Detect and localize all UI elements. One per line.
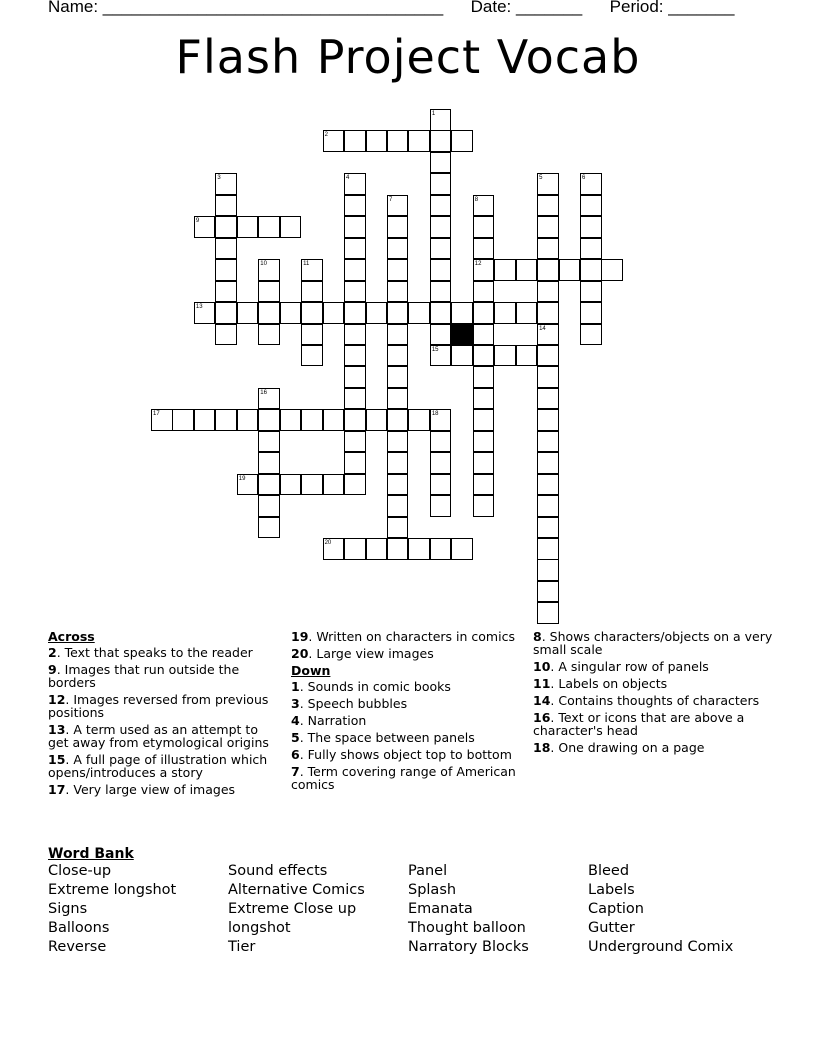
crossword-cell[interactable]: [580, 302, 602, 324]
crossword-cell[interactable]: [580, 238, 602, 260]
crossword-cell[interactable]: [387, 366, 409, 388]
clue-number-label: 1: [431, 111, 436, 117]
crossword-cell[interactable]: [473, 495, 495, 517]
crossword-cell[interactable]: [280, 409, 302, 431]
crossword-cell[interactable]: [344, 302, 366, 324]
crossword-cell[interactable]: [516, 302, 538, 324]
crossword-cell[interactable]: [366, 538, 388, 560]
clue-text: Contains thoughts of characters: [558, 693, 760, 708]
crossword-cell[interactable]: [366, 130, 388, 152]
crossword-cell[interactable]: [537, 302, 559, 324]
crossword-cell[interactable]: [301, 409, 323, 431]
crossword-cell[interactable]: [387, 452, 409, 474]
clue-text: A term used as an attempt to get away from etymological origins: [48, 722, 269, 750]
word-bank-column: [228, 862, 365, 957]
crossword-cell[interactable]: [344, 238, 366, 260]
word-bank-entry: Emanata: [408, 901, 473, 917]
crossword-cell[interactable]: [215, 409, 237, 431]
word-bank-entry: Reverse: [48, 939, 107, 955]
crossword-cell[interactable]: [430, 495, 452, 517]
clue-text: Speech bubbles: [307, 696, 408, 711]
crossword-cell[interactable]: [344, 324, 366, 346]
crossword-cell[interactable]: [237, 302, 259, 324]
crossword-cell[interactable]: [172, 409, 194, 431]
crossword-cell[interactable]: [387, 324, 409, 346]
clue-1: 1. Sounds in comic books: [291, 679, 451, 694]
crossword-cell[interactable]: [215, 281, 237, 303]
crossword-cell[interactable]: [366, 409, 388, 431]
crossword-cell[interactable]: [301, 324, 323, 346]
crossword-cell[interactable]: [559, 259, 581, 281]
word-bank-entry: Thought balloon: [408, 920, 526, 936]
clue-text: Labels on objects: [558, 676, 668, 691]
crossword-cell[interactable]: [344, 409, 366, 431]
crossword-cell[interactable]: [494, 302, 516, 324]
crossword-cell[interactable]: [473, 281, 495, 303]
crossword-cell[interactable]: [215, 216, 237, 238]
clues-column-2: [291, 630, 521, 795]
crossword-cell[interactable]: [473, 452, 495, 474]
word-bank-entry: Extreme longshot: [48, 882, 177, 898]
crossword-cell[interactable]: [473, 431, 495, 453]
word-bank-heading: Word Bank: [48, 846, 134, 862]
crossword-cell[interactable]: [537, 431, 559, 453]
crossword-cell[interactable]: [258, 474, 280, 496]
crossword-cell[interactable]: [430, 259, 452, 281]
page-title: Flash Project Vocab: [175, 30, 641, 84]
clue-number-label: 12: [474, 261, 482, 268]
crossword-cell[interactable]: [323, 474, 345, 496]
crossword-cell[interactable]: [215, 238, 237, 260]
crossword-cell[interactable]: [258, 452, 280, 474]
crossword-cell[interactable]: [280, 302, 302, 324]
crossword-cell[interactable]: [537, 474, 559, 496]
crossword-cell[interactable]: [387, 388, 409, 410]
clue-9: 9. Images that run outside the borders: [48, 662, 240, 690]
crossword-cell[interactable]: [537, 495, 559, 517]
crossword-cell[interactable]: [537, 388, 559, 410]
crossword-cell[interactable]: [280, 474, 302, 496]
crossword-cell[interactable]: [516, 259, 538, 281]
clue-number-label: 8: [474, 196, 479, 203]
crossword-cell[interactable]: [408, 302, 430, 324]
crossword-black-cell: [451, 324, 473, 346]
crossword-cell[interactable]: [473, 474, 495, 496]
date-field[interactable]: Date: _______: [470, 0, 583, 16]
crossword-cell[interactable]: [258, 324, 280, 346]
crossword-cell[interactable]: [451, 130, 473, 152]
crossword-cell[interactable]: [430, 452, 452, 474]
crossword-cell[interactable]: [580, 216, 602, 238]
clue-number-label: 14: [539, 325, 546, 332]
crossword-cell[interactable]: [430, 216, 452, 238]
crossword-cell[interactable]: [258, 281, 280, 303]
crossword-cell[interactable]: [344, 452, 366, 474]
crossword-cell[interactable]: [387, 302, 409, 324]
name-field[interactable]: Name: ____________________________________: [48, 0, 444, 16]
crossword-cell[interactable]: [494, 345, 516, 367]
crossword-cell[interactable]: [301, 281, 323, 303]
crossword-cell[interactable]: [215, 259, 237, 281]
crossword-cell[interactable]: [301, 345, 323, 367]
clue-19: 19. Written on characters in comics: [291, 629, 515, 644]
crossword-cell[interactable]: [258, 216, 280, 238]
crossword-cell[interactable]: [451, 538, 473, 560]
clue-17: 17. Very large view of images: [48, 782, 236, 797]
clue-number: 12: [48, 692, 66, 707]
crossword-cell[interactable]: [194, 409, 216, 431]
clue-number-label: 19: [238, 475, 246, 482]
clue-text: Images reversed from previous positions: [48, 692, 269, 720]
crossword-cell[interactable]: [430, 474, 452, 496]
crossword-cell[interactable]: [215, 195, 237, 217]
crossword-cell[interactable]: [430, 152, 452, 174]
word-bank-entry: Panel: [408, 863, 448, 879]
crossword-cell[interactable]: [408, 538, 430, 560]
clue-text: One drawing on a page: [558, 740, 705, 755]
crossword-cell[interactable]: [344, 538, 366, 560]
clue-10: 10. A singular row of panels: [533, 659, 709, 674]
crossword-cell[interactable]: [430, 538, 452, 560]
crossword-cell[interactable]: [344, 281, 366, 303]
clue-number: 7: [291, 764, 300, 779]
clue-8: 8. Shows characters/objects on a very small scale: [533, 629, 773, 657]
word-bank-entry: Caption: [588, 901, 644, 917]
crossword-cell[interactable]: [387, 431, 409, 453]
crossword-cell[interactable]: [601, 259, 623, 281]
crossword-cell[interactable]: [537, 238, 559, 260]
crossword-cell[interactable]: [537, 366, 559, 388]
crossword-cell[interactable]: [258, 431, 280, 453]
word-bank-entry: Tier: [228, 939, 256, 955]
crossword-cell[interactable]: [344, 388, 366, 410]
crossword-cell[interactable]: [473, 324, 495, 346]
crossword-cell[interactable]: [430, 324, 452, 346]
clue-number-label: 15: [431, 346, 439, 353]
clues-column-3: [533, 630, 773, 758]
clue-number: 19: [291, 629, 309, 644]
crossword-cell[interactable]: [387, 474, 409, 496]
crossword-cell[interactable]: [280, 216, 302, 238]
word-bank-entry: Underground Comix: [588, 939, 734, 955]
crossword-cell[interactable]: [258, 302, 280, 324]
crossword-cell[interactable]: [344, 474, 366, 496]
crossword-cell[interactable]: [451, 345, 473, 367]
word-bank-column: [48, 862, 176, 957]
crossword-cell[interactable]: [215, 302, 237, 324]
crossword-cell[interactable]: [258, 495, 280, 517]
word-bank-entry: Bleed: [588, 863, 630, 879]
clue-6: 6. Fully shows object top to bottom: [291, 747, 512, 762]
crossword-cell[interactable]: [366, 302, 388, 324]
crossword-cell[interactable]: [387, 259, 409, 281]
crossword-cell[interactable]: [323, 302, 345, 324]
crossword-cell[interactable]: [473, 216, 495, 238]
crossword-cell[interactable]: [387, 345, 409, 367]
crossword-cell[interactable]: [344, 431, 366, 453]
crossword-cell[interactable]: [215, 324, 237, 346]
crossword-cell[interactable]: [430, 302, 452, 324]
crossword-cell[interactable]: [323, 409, 345, 431]
crossword-cell[interactable]: [473, 409, 495, 431]
crossword-cell[interactable]: [494, 259, 516, 281]
crossword-cell[interactable]: [516, 345, 538, 367]
clue-number-label: 5: [539, 175, 543, 182]
crossword-cell[interactable]: [537, 581, 559, 603]
crossword-cell[interactable]: [387, 495, 409, 517]
crossword-cell[interactable]: [580, 259, 602, 281]
crossword-cell[interactable]: [430, 173, 452, 195]
crossword-cell[interactable]: [430, 130, 452, 152]
crossword-cell[interactable]: [580, 281, 602, 303]
clue-text: Shows characters/objects on a very small scale: [533, 629, 773, 657]
crossword-cell[interactable]: [301, 474, 323, 496]
crossword-cell[interactable]: [344, 216, 366, 238]
clue-text: Written on characters in comics: [316, 629, 515, 644]
crossword-cell[interactable]: [387, 538, 409, 560]
word-bank-entry: Splash: [408, 882, 457, 898]
clue-number-label: 2: [324, 132, 328, 139]
across-heading: Across: [48, 629, 95, 644]
crossword-cell[interactable]: [387, 409, 409, 431]
clue-text: Images that run outside the borders: [48, 662, 240, 690]
crossword-cell[interactable]: [344, 195, 366, 217]
clue-text: A full page of illustration which opens/introduces a story: [48, 752, 268, 780]
clue-number: 14: [533, 693, 551, 708]
clue-number: 18: [533, 740, 551, 755]
crossword-cell[interactable]: [580, 324, 602, 346]
clue-number-label: 16: [260, 389, 267, 396]
clue-number: 15: [48, 752, 66, 767]
clue-number: 8: [533, 629, 542, 644]
crossword-cell[interactable]: [430, 238, 452, 260]
crossword-cell[interactable]: [408, 130, 430, 152]
clue-number-label: 20: [324, 540, 332, 546]
clue-text: Text that speaks to the reader: [64, 645, 253, 660]
crossword-cell[interactable]: [344, 259, 366, 281]
crossword-cell[interactable]: [408, 409, 430, 431]
clue-12: 12. Images reversed from previous positions: [48, 692, 269, 720]
clue-20: 20. Large view images: [291, 646, 434, 661]
crossword-cell[interactable]: [537, 409, 559, 431]
crossword-cell[interactable]: [537, 195, 559, 217]
clue-13: 13. A term used as an attempt to get away from etymological origins: [48, 722, 269, 750]
clues-column-1: [48, 630, 278, 800]
crossword-cell[interactable]: [430, 281, 452, 303]
crossword-cell[interactable]: [301, 302, 323, 324]
clue-number-label: 17: [153, 411, 160, 418]
clue-text: Text or icons that are above a character's head: [533, 710, 745, 738]
clue-14: 14. Contains thoughts of characters: [533, 693, 760, 708]
clue-text: Term covering range of American comics: [291, 764, 516, 792]
across-clue-list-continued: [291, 630, 521, 660]
clue-number-label: 10: [260, 261, 267, 268]
crossword-cell[interactable]: [387, 238, 409, 260]
clue-16: 16. Text or icons that are above a character's head: [533, 710, 745, 738]
clue-number: 20: [291, 646, 309, 661]
word-bank-entry: Alternative Comics: [228, 882, 365, 898]
crossword-cell[interactable]: [473, 345, 495, 367]
clue-18: 18. One drawing on a page: [533, 740, 705, 755]
crossword-cell[interactable]: [344, 345, 366, 367]
clue-number: 16: [533, 710, 551, 725]
crossword-cell[interactable]: [344, 366, 366, 388]
crossword-cell[interactable]: [537, 281, 559, 303]
crossword-cell[interactable]: [537, 517, 559, 539]
clue-number: 1: [291, 679, 300, 694]
crossword-cell[interactable]: [237, 409, 259, 431]
clue-5: 5. The space between panels: [291, 730, 475, 745]
clue-2: 2. Text that speaks to the reader: [48, 645, 253, 660]
crossword-cell[interactable]: [387, 517, 409, 539]
clue-number-label: 11: [303, 261, 310, 268]
clue-text: Sounds in comic books: [307, 679, 451, 694]
word-bank-entry: Narratory Blocks: [408, 939, 529, 955]
crossword-cell[interactable]: [258, 409, 280, 431]
word-bank-entry: Balloons: [48, 920, 110, 936]
word-bank-entry: longshot: [228, 920, 291, 936]
crossword-cell[interactable]: [430, 431, 452, 453]
clue-number: 17: [48, 782, 66, 797]
clue-7: 7. Term covering range of American comics: [291, 764, 516, 792]
clue-number-label: 13: [195, 304, 203, 311]
crossword-cell[interactable]: [473, 388, 495, 410]
crossword-cell[interactable]: [451, 302, 473, 324]
clue-number-label: 7: [388, 196, 393, 203]
word-bank-entry: Close-up: [48, 863, 112, 879]
clue-number: 4: [291, 713, 300, 728]
clue-text: Large view images: [316, 646, 434, 661]
crossword-cell[interactable]: [537, 602, 559, 624]
crossword-cell[interactable]: [344, 130, 366, 152]
clue-text: A singular row of panels: [558, 659, 709, 674]
clue-number: 13: [48, 722, 66, 737]
clue-number-label: 6: [582, 175, 586, 182]
clue-number: 6: [291, 747, 300, 762]
crossword-cell[interactable]: [537, 259, 559, 281]
clue-number: 11: [533, 676, 551, 691]
crossword-cell[interactable]: [237, 216, 259, 238]
clue-number: 5: [291, 730, 300, 745]
clue-15: 15. A full page of illustration which opens/introduces a story: [48, 752, 268, 780]
word-bank-column: [588, 862, 733, 957]
word-bank-entry: Labels: [588, 882, 635, 898]
crossword-cell[interactable]: [537, 538, 559, 560]
clue-number: 9: [48, 662, 57, 677]
crossword-cell[interactable]: [473, 366, 495, 388]
crossword-cell[interactable]: [537, 559, 559, 581]
down-clue-list-continued: [533, 630, 773, 754]
period-field[interactable]: Period: _______: [609, 0, 735, 16]
crossword-cell[interactable]: [580, 195, 602, 217]
word-bank-entry: Sound effects: [228, 863, 328, 879]
crossword-cell[interactable]: [387, 130, 409, 152]
crossword-cell[interactable]: [387, 281, 409, 303]
clue-11: 11. Labels on objects: [533, 676, 668, 691]
crossword-cell[interactable]: [473, 238, 495, 260]
crossword-cell[interactable]: [258, 517, 280, 539]
clue-4: 4. Narration: [291, 713, 367, 728]
clue-number-label: 4: [346, 175, 350, 182]
crossword-cell[interactable]: [537, 216, 559, 238]
down-clue-list: [291, 680, 521, 791]
clue-number-label: 3: [217, 175, 221, 182]
clue-text: Very large view of images: [73, 782, 236, 797]
clue-number: 2: [48, 645, 57, 660]
clue-text: Fully shows object top to bottom: [307, 747, 512, 762]
clue-number-label: 18: [431, 411, 439, 418]
crossword-cell[interactable]: [537, 452, 559, 474]
word-bank-entry: Extreme Close up: [228, 901, 357, 917]
word-bank-column: [408, 862, 529, 957]
clue-number: 10: [533, 659, 551, 674]
crossword-cell[interactable]: [537, 345, 559, 367]
down-heading: Down: [291, 663, 331, 678]
crossword-cell[interactable]: [430, 195, 452, 217]
clue-text: The space between panels: [307, 730, 475, 745]
word-bank-entry: Signs: [48, 901, 88, 917]
clue-number-label: 9: [195, 218, 200, 225]
clue-text: Narration: [307, 713, 367, 728]
word-bank-entry: Gutter: [588, 920, 635, 936]
crossword-cell[interactable]: [473, 302, 495, 324]
crossword-cell[interactable]: [387, 216, 409, 238]
across-clue-list: [48, 646, 278, 796]
clue-number: 3: [291, 696, 300, 711]
clue-3: 3. Speech bubbles: [291, 696, 408, 711]
